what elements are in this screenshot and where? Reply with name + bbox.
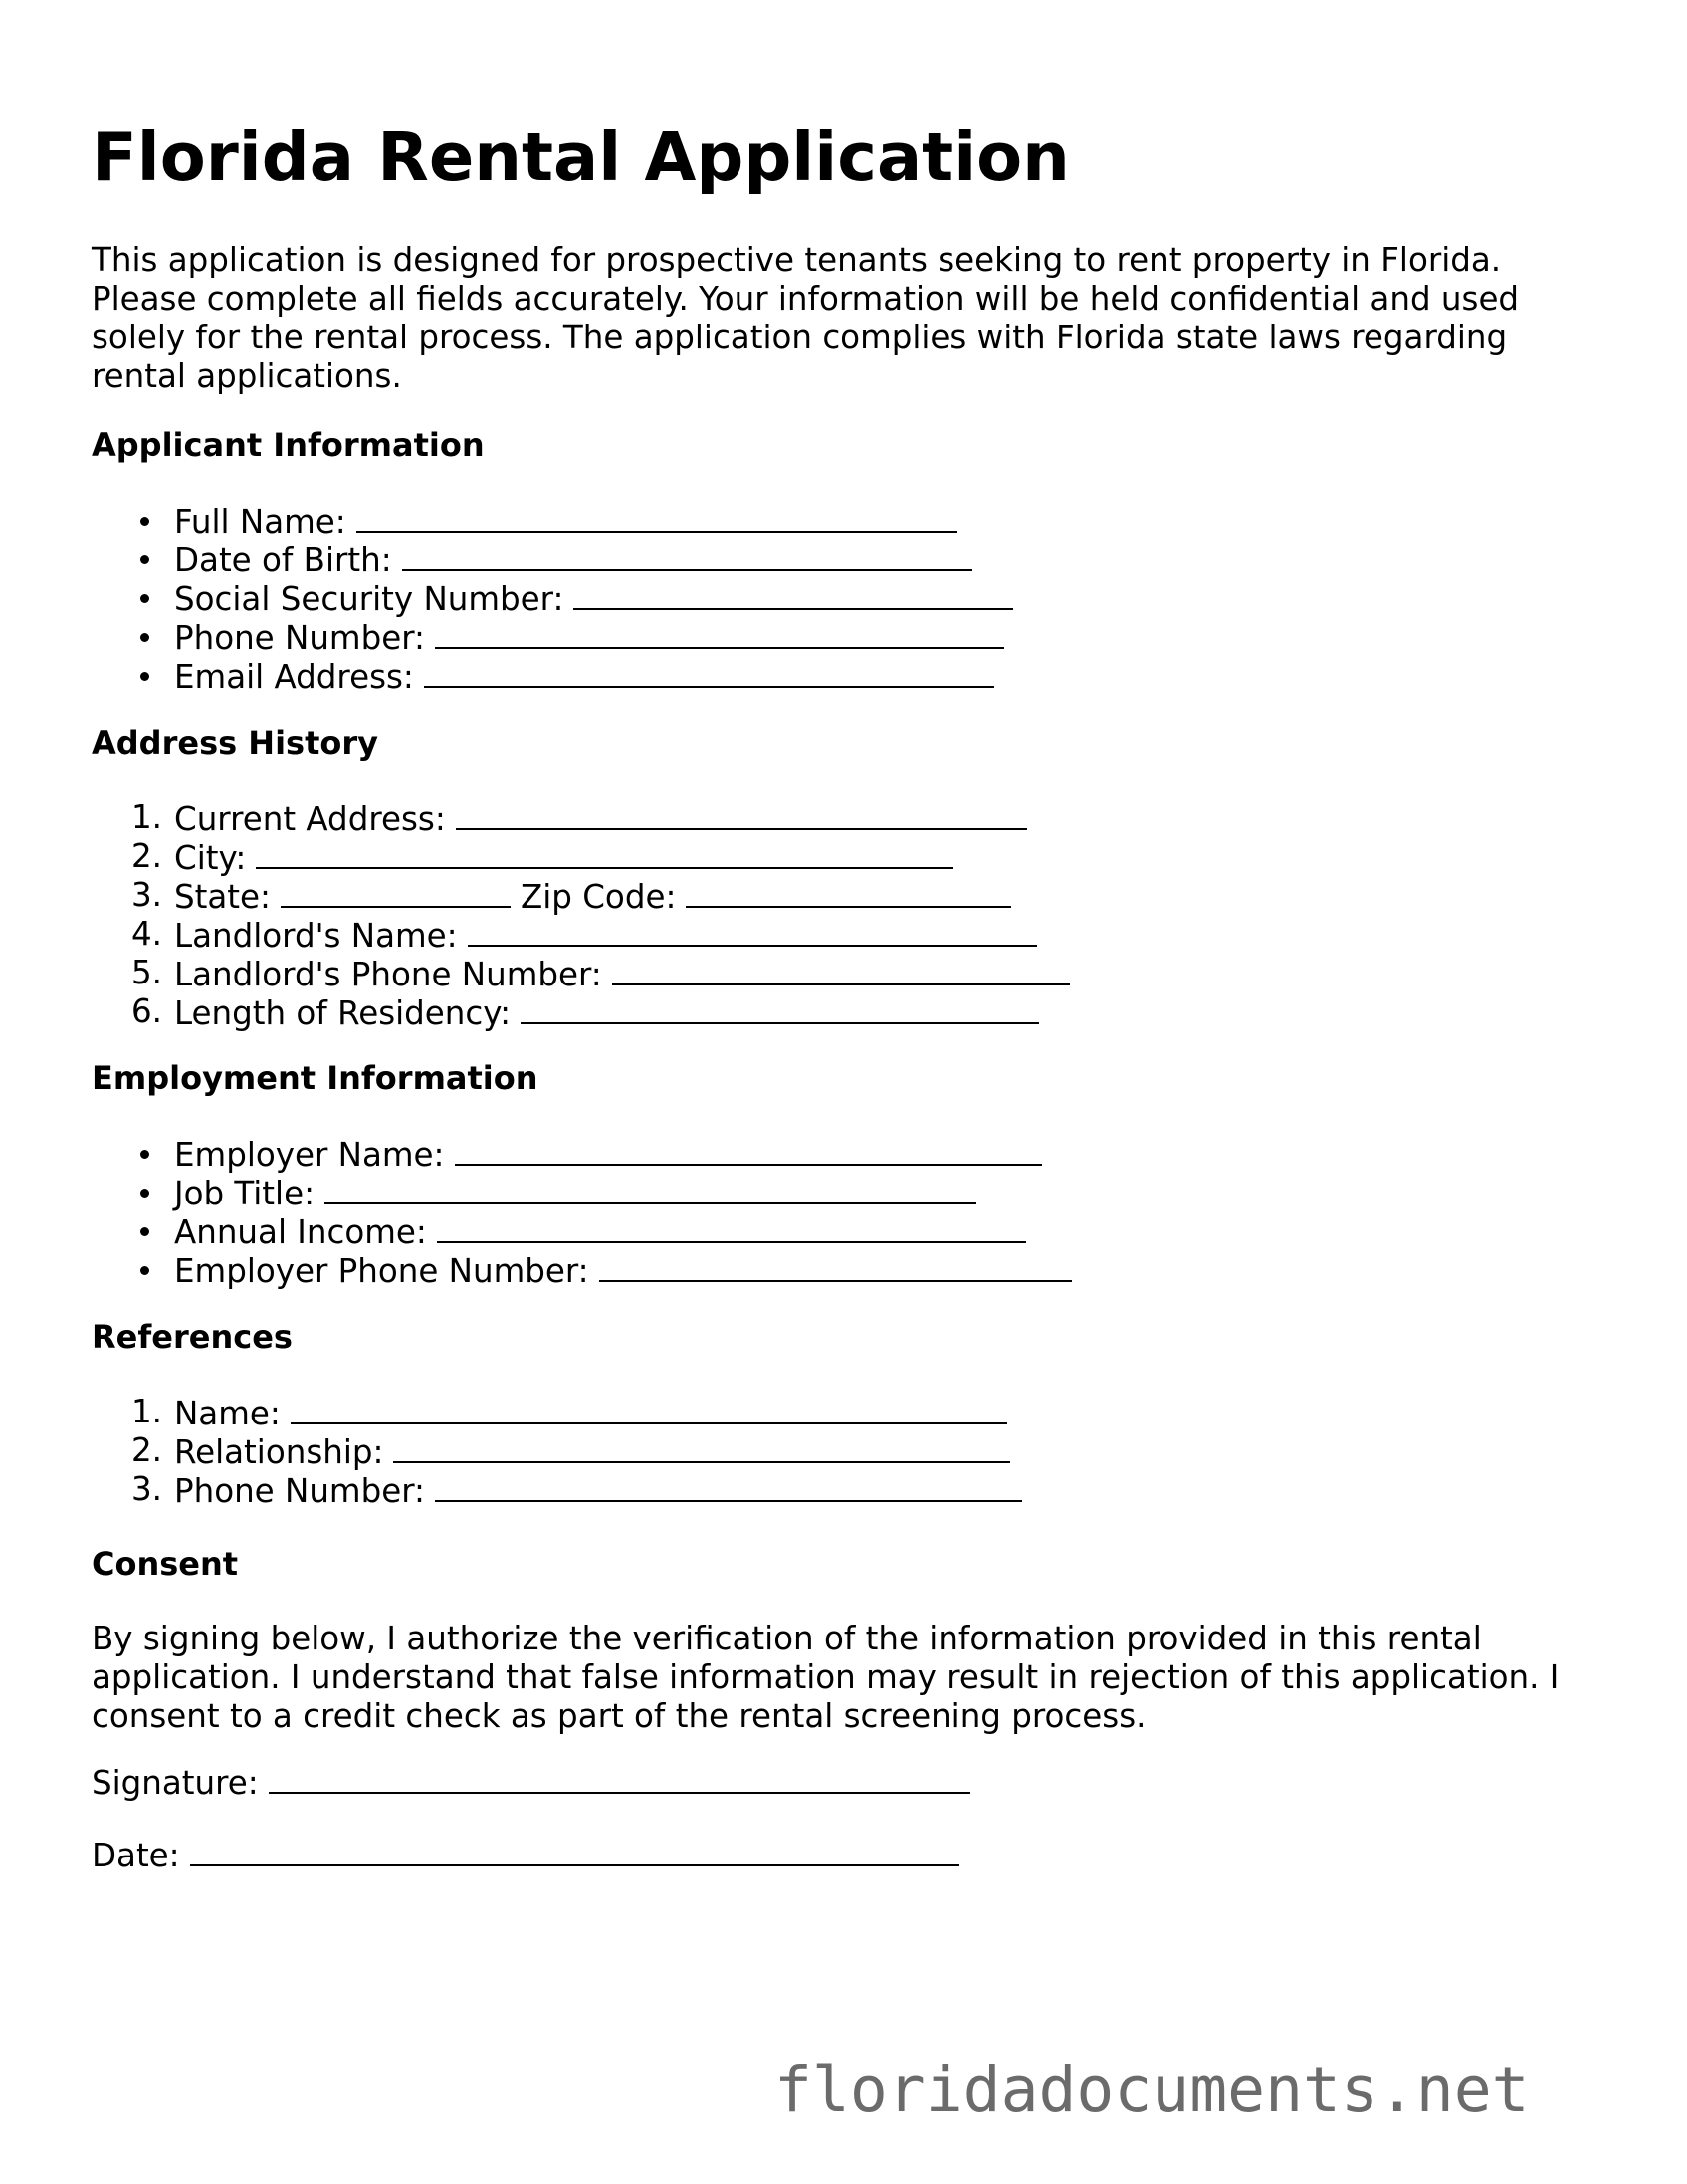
signature-field[interactable]	[269, 1762, 970, 1794]
consent-heading: Consent	[92, 1545, 239, 1583]
date-label: Date:	[92, 1837, 180, 1874]
employment-fields-list	[92, 1134, 1072, 1289]
list-item	[92, 992, 1070, 1031]
annual-income-field[interactable]	[437, 1211, 1026, 1243]
references-fields-list	[92, 1393, 1022, 1509]
employer-phone-label: Employer Phone Number:	[174, 1252, 589, 1290]
consent-paragraph: By signing below, I authorize the verification of the information provided in this rental application. I understand that false information may result in rejection of this application. I consent to a credit check as part of the rental screening process.	[92, 1620, 1560, 1735]
list-item	[92, 876, 1070, 915]
list-item	[92, 501, 1013, 540]
email-field[interactable]	[424, 656, 994, 688]
applicant-heading: Applicant Information	[92, 426, 485, 464]
watermark-text: floridadocuments.net	[774, 2054, 1530, 2126]
list-item	[92, 1393, 1022, 1431]
item-number: 4.	[131, 915, 163, 953]
ssn-label: Social Security Number:	[174, 580, 564, 618]
intro-paragraph: This application is designed for prospective tenants seeking to rent property in Florida. Please complete all fields accurately. Your information will be held confidential and used solely for the rental process. The application complies with Florida state laws regarding rental applications.	[92, 241, 1520, 395]
reference-name-field[interactable]	[291, 1393, 1007, 1424]
residency-field[interactable]	[521, 992, 1039, 1024]
current-address-label: Current Address:	[174, 800, 446, 838]
reference-name-label: Name:	[174, 1395, 281, 1432]
list-item	[92, 656, 1013, 695]
reference-phone-field[interactable]	[435, 1470, 1022, 1502]
employer-name-field[interactable]	[455, 1134, 1042, 1166]
state-field[interactable]	[281, 876, 511, 908]
list-item	[92, 1250, 1072, 1289]
landlord-phone-field[interactable]	[612, 954, 1070, 985]
email-label: Email Address:	[174, 658, 414, 696]
landlord-name-label: Landlord's Name:	[174, 917, 458, 955]
landlord-phone-label: Landlord's Phone Number:	[174, 956, 602, 993]
list-item	[92, 1470, 1022, 1509]
state-label: State:	[174, 878, 271, 916]
date-field[interactable]	[190, 1835, 959, 1866]
job-title-field[interactable]	[324, 1173, 976, 1204]
zip-label: Zip Code:	[520, 878, 677, 916]
phone-field[interactable]	[435, 617, 1004, 649]
list-item	[92, 578, 1013, 617]
list-item	[92, 798, 1070, 837]
item-number: 1.	[131, 798, 163, 836]
city-field[interactable]	[256, 837, 953, 869]
landlord-name-field[interactable]	[468, 915, 1037, 947]
item-number: 3.	[131, 1470, 163, 1508]
list-item	[92, 1134, 1072, 1173]
list-item	[92, 954, 1070, 992]
city-label: City:	[174, 839, 247, 877]
item-number: 3.	[131, 876, 163, 914]
item-number: 6.	[131, 992, 163, 1030]
list-item	[92, 1173, 1072, 1211]
signature-label: Signature:	[92, 1764, 259, 1802]
applicant-fields-list	[92, 501, 1013, 695]
signature-line	[92, 1762, 970, 1803]
item-number: 5.	[131, 954, 163, 991]
job-title-label: Job Title:	[174, 1175, 316, 1212]
dob-label: Date of Birth:	[174, 542, 392, 579]
ssn-field[interactable]	[573, 578, 1013, 610]
reference-phone-label: Phone Number:	[174, 1472, 425, 1510]
list-item	[92, 1431, 1022, 1470]
references-heading: References	[92, 1318, 293, 1356]
current-address-field[interactable]	[456, 798, 1027, 830]
employment-heading: Employment Information	[92, 1059, 538, 1097]
phone-label: Phone Number:	[174, 619, 425, 657]
full-name-field[interactable]	[356, 501, 957, 533]
item-number: 1.	[131, 1393, 163, 1430]
item-number: 2.	[131, 837, 163, 875]
list-item	[92, 540, 1013, 578]
employer-phone-field[interactable]	[599, 1250, 1072, 1282]
list-item	[92, 617, 1013, 656]
address-heading: Address History	[92, 724, 379, 762]
annual-income-label: Annual Income:	[174, 1213, 427, 1251]
list-item	[92, 1211, 1072, 1250]
employer-name-label: Employer Name:	[174, 1136, 445, 1174]
reference-relationship-label: Relationship:	[174, 1433, 384, 1471]
page-title: Florida Rental Application	[92, 118, 1070, 196]
date-line	[92, 1835, 959, 1875]
item-number: 2.	[131, 1431, 163, 1469]
full-name-label: Full Name:	[174, 503, 346, 541]
list-item	[92, 837, 1070, 876]
dob-field[interactable]	[402, 540, 972, 571]
zip-field[interactable]	[686, 876, 1011, 908]
list-item	[92, 915, 1070, 954]
reference-relationship-field[interactable]	[393, 1431, 1010, 1463]
residency-label: Length of Residency:	[174, 994, 512, 1032]
address-fields-list	[92, 798, 1070, 1031]
